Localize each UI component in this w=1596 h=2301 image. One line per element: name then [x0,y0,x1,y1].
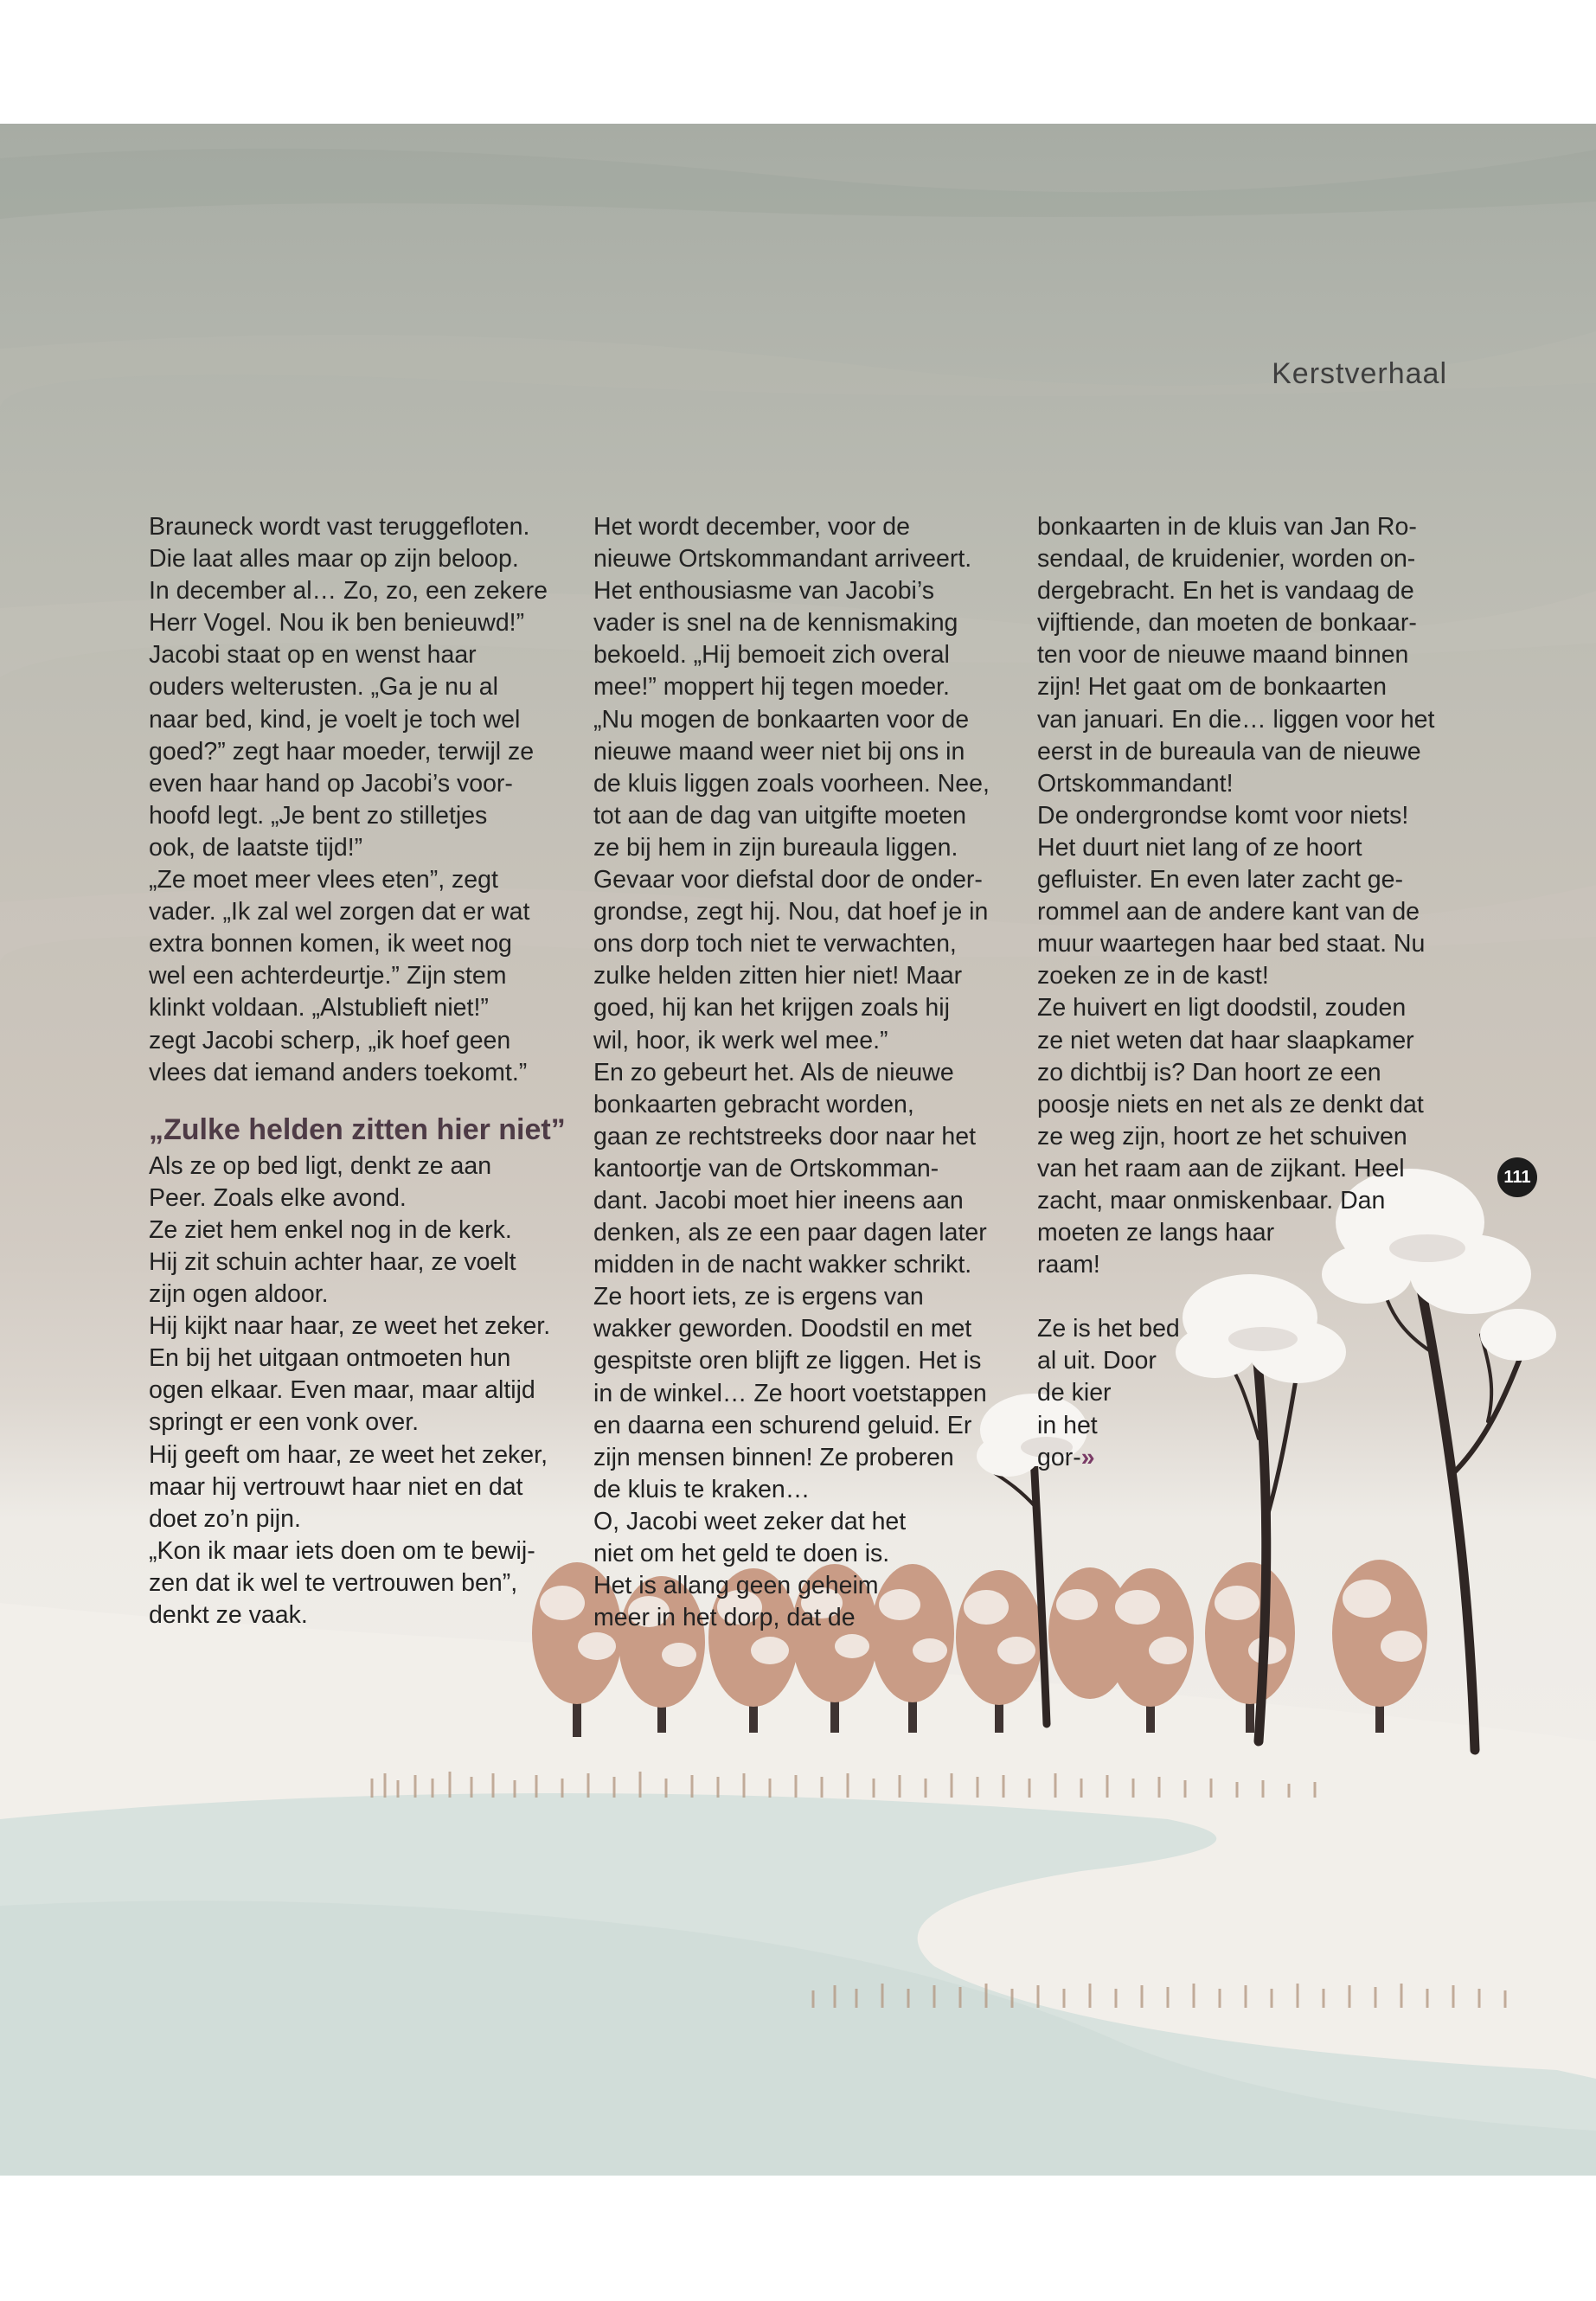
column-1-paragraph-2: Als ze op bed ligt, denkt ze aan Peer. Zoals elke avond. Ze ziet hem enkel nog in de kerk. Hij zit schuin achter haar, ze voelt zijn ogen aldoor. Hij kijkt naar haar, ze weet het zeker. En bij het uitgaan ontmoeten hun ogen elkaar. Even maar, maar altijd springt er een vonk over. Hij geeft om haar, ze weet het zeker, maar hij vertrouwt haar niet en dat doet zo’n pijn. „Kon ik maar iets doen om te bewij- zen dat ik wel te vertrouwen ben”, denkt ze vaak. [149,1151,551,1629]
column-3-paragraph-1: bonkaarten in de kluis van Jan Ro- sendaal, de kruidenier, worden on- dergebracht. En het is vandaag de vijftiende, dan moeten de bonkaar- ten voor de nieuwe maand binnen zijn! Het gaat om de bonkaarten van januari. En die… liggen voor het eerst in de bureaula van de nieuwe Ortskommandant! De ondergrondse komt voor niets! Het duurt niet lang of ze hoort gefluister. En even later zacht ge- rommel aan de andere kant van de muur waartegen haar bed staat. Nu zoeken ze in de kast! Ze huivert en ligt doodstil, zouden ze niet weten dat haar slaapkamer zo dichtbij is? Dan hoort ze een poosje niets en net als ze denkt dat ze weg zijn, hoort ze het schuiven van het raam aan de zijkant. Heel zacht, maar onmiskenbaar. Dan moeten ze langs haar raam! [1037,513,1435,1279]
page-number-badge: 111 [1497,1157,1537,1197]
text-column-2 [593,511,1010,1634]
column-3-ending-text: Ze is het bed al uit. Door de kier in het gor- [1037,1315,1180,1471]
column-3-paragraph-2 [1037,1313,1454,1473]
column-2-paragraph: Het wordt december, voor de nieuwe Ortskommandant arriveert. Het enthousiasme van Jacobi’s vader is snel na de kennismaking bekoeld. „Hij bemoeit zich overal mee!” moppert hij tegen moeder. „Nu mogen de bonkaarten voor de nieuwe maand weer niet bij ons in de kluis liggen zoals voorheen. Nee, tot aan de dag van uitgifte moeten ze bij hem in zijn bureaula liggen. Gevaar voor diefstal door de onder- grondse, zegt hij. Nou, dat hoef je in ons dorp toch niet te verwachten, zulke helden zitten hier niet! Maar goed, hij kan het krijgen zoals hij wil, hoor, ik werk wel mee.” En zo gebeurt het. Als de nieuwe bonkaarten gebracht worden, gaan ze rechtstreeks door naar het kantoortje van de Ortskomman- dant. Jacobi moet hier ineens aan denken, als ze een paar dagen later midden in de nacht wakker schrikt. Ze hoort iets, ze is ergens van wakker geworden. Doodstil en met gespitste oren blijft ze liggen. Het is in de winkel… Ze hoort voetstappen en daarna een schurend geluid. Er zijn mensen binnen! Ze proberen de kluis te kraken… O, Jacobi weet zeker dat het niet om het geld te doen is. Het is allang geen geheim meer in het dorp, dat de [593,513,990,1632]
text-column-1 [149,511,566,1631]
column-1-paragraph-1: Brauneck wordt vast teruggefloten. Die laat alles maar op zijn beloop. In december al… Zo, zo, een zekere Herr Vogel. Nou ik ben benieuwd!” Jacobi staat op en wenst haar ouders welterusten. „Ga je nu al naar bed, kind, je voelt je toch wel goed?” zegt haar moeder, terwijl ze even haar hand op Jacobi’s voor- hoofd legt. „Je bent zo stilletjes ook, de laatste tijd!” „Ze moet meer vlees eten”, zegt vader. „Ik zal wel zorgen dat er wat extra bonnen komen, ik weet nog wel een achterdeurtje.” Zijn stem klinkt voldaan. „Alstublieft niet!” zegt Jacobi scherp, „ik hoef geen vlees dat iemand anders toekomt.” [149,513,548,1086]
page-spread [0,124,1596,2176]
continue-arrow-icon: » [1080,1443,1095,1471]
subheading: „Zulke helden zitten hier niet” [149,1112,566,1146]
section-label: Kerstverhaal [1272,357,1447,391]
text-column-3 [1037,511,1454,1474]
